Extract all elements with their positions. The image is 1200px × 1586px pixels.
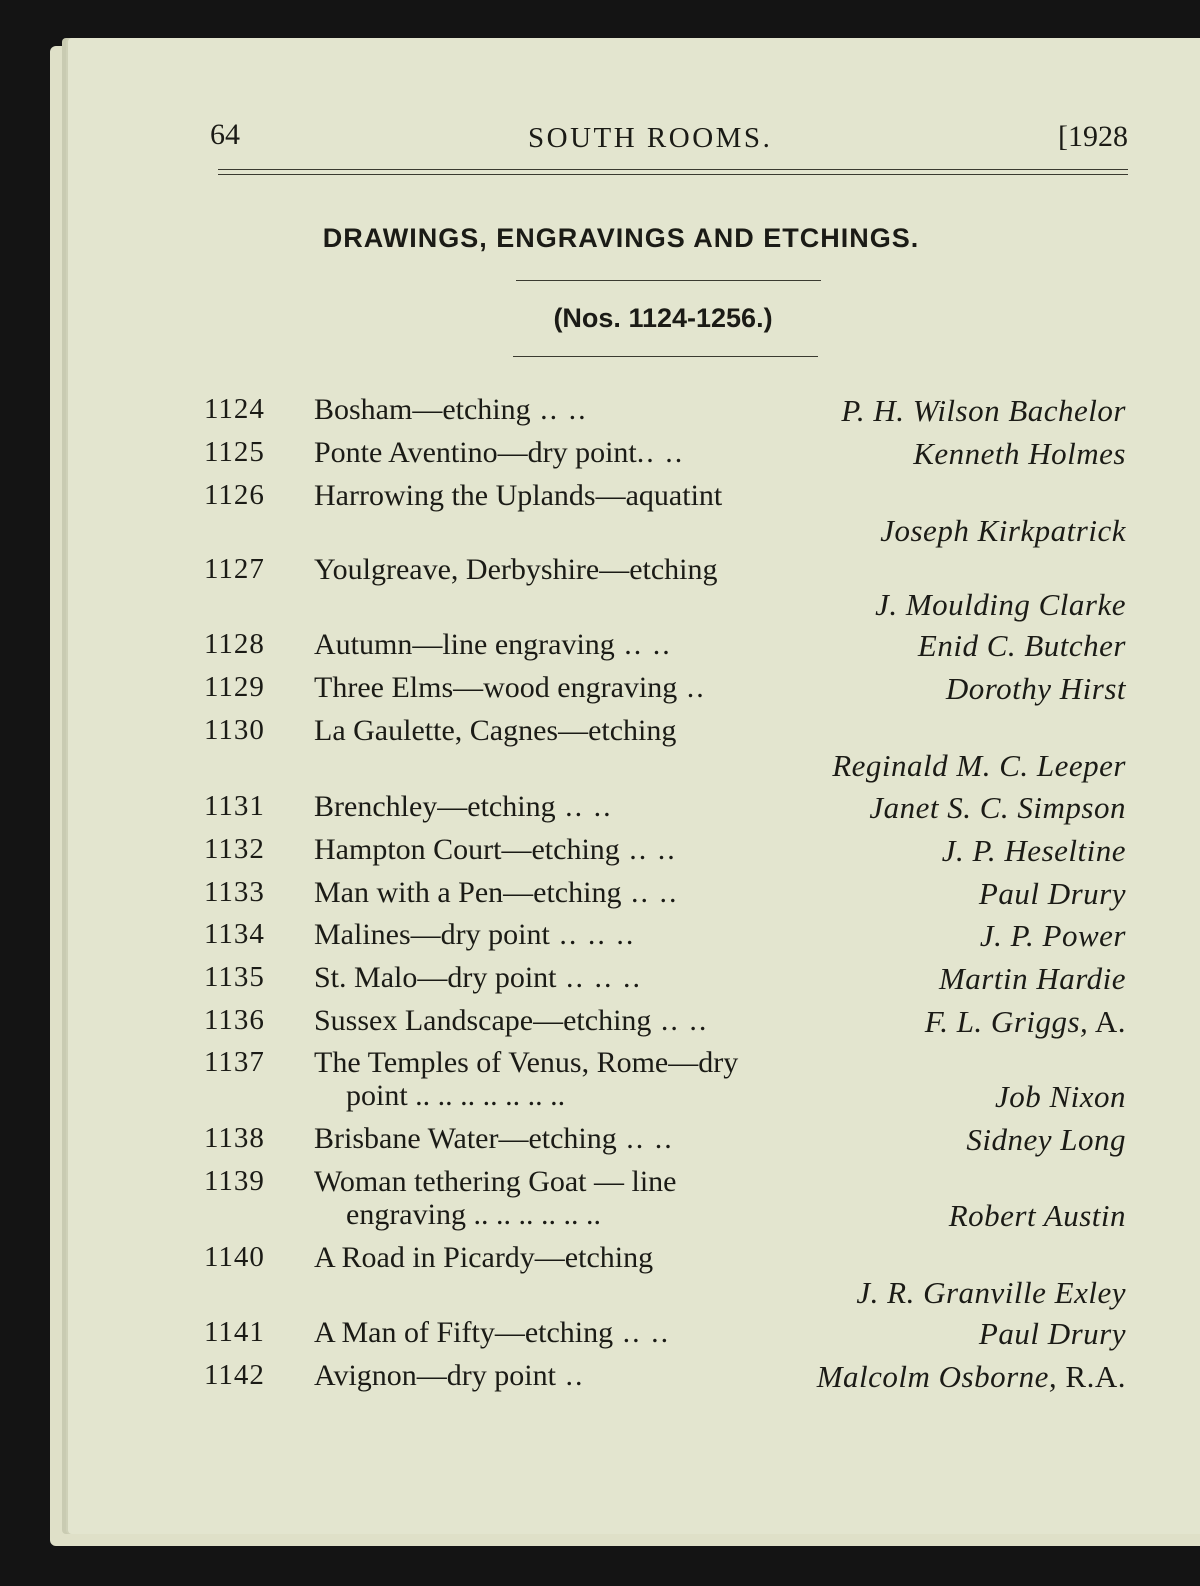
entry-title bbox=[314, 479, 722, 513]
entry-title-text: Woman tethering Goat — line bbox=[314, 1165, 677, 1198]
entry-title-text: Harrowing the Uplands—aquatint bbox=[314, 479, 723, 512]
artist-name: Robert Austin bbox=[948, 1198, 1126, 1233]
entry-number: 1135 bbox=[204, 961, 265, 993]
dot-leader: .. .. bbox=[555, 790, 613, 823]
entry-title-text: A Man of Fifty—etching bbox=[314, 1316, 614, 1349]
section-title: DRAWINGS, ENGRAVINGS AND ETCHINGS. bbox=[322, 223, 920, 253]
entry-title bbox=[314, 393, 588, 427]
entry-title-text: Hampton Court—etching bbox=[314, 833, 620, 866]
artist-name: Dorothy Hirst bbox=[945, 671, 1126, 706]
header-rule-top bbox=[218, 169, 1128, 170]
entry-artist bbox=[939, 961, 1126, 997]
entry-number: 1140 bbox=[204, 1241, 265, 1273]
entry-artist bbox=[980, 918, 1126, 954]
entry-number: 1137 bbox=[204, 1046, 265, 1078]
entry-artist bbox=[880, 513, 1126, 549]
entry-artist bbox=[979, 876, 1126, 912]
entry-title-text: Ponte Aventino—dry point bbox=[314, 436, 637, 469]
running-year: [1928 bbox=[1058, 120, 1128, 153]
artist-name: Janet S. C. Simpson bbox=[869, 790, 1126, 825]
entry-title bbox=[314, 553, 718, 587]
page-number: 64 bbox=[210, 118, 240, 151]
dot-leader: .. .. .. bbox=[556, 961, 643, 994]
entry-number: 1132 bbox=[204, 833, 265, 865]
entry-title bbox=[314, 918, 635, 952]
artist-name: F. L. Griggs, bbox=[924, 1004, 1089, 1039]
entry-title-text: Malines—dry point bbox=[314, 918, 550, 951]
entry-artist bbox=[949, 1198, 1126, 1234]
entry-artist bbox=[856, 1275, 1126, 1311]
entry-title-text: Three Elms—wood engraving bbox=[314, 671, 678, 704]
entry-title bbox=[314, 876, 678, 910]
entry-title-text: The Temples of Venus, Rome—dry bbox=[314, 1046, 739, 1079]
entry-number: 1131 bbox=[204, 790, 265, 822]
entry-title bbox=[314, 436, 684, 470]
entry-artist bbox=[979, 1316, 1126, 1352]
entry-title-text: A Road in Picardy—etching bbox=[314, 1241, 654, 1274]
entry-title bbox=[314, 1241, 653, 1275]
entry-number: 1124 bbox=[204, 393, 265, 425]
artist-name: J. P. Power bbox=[979, 918, 1126, 953]
entry-artist bbox=[995, 1079, 1126, 1115]
dot-leader: .. .. bbox=[619, 833, 677, 866]
entry-number: 1141 bbox=[204, 1316, 265, 1348]
entry-title-text: Avignon—dry point bbox=[314, 1359, 556, 1392]
artist-name: Kenneth Holmes bbox=[913, 436, 1126, 471]
dot-leader: .. .. bbox=[613, 1316, 671, 1349]
header-rule-bottom bbox=[218, 174, 1128, 175]
section-rule-lower bbox=[513, 356, 818, 357]
entry-artist bbox=[875, 587, 1126, 623]
entry-number: 1125 bbox=[204, 436, 265, 468]
entry-title-text: Brenchley—etching bbox=[314, 790, 556, 823]
entry-number: 1130 bbox=[204, 714, 265, 746]
entry-title bbox=[314, 1359, 584, 1393]
entry-artist bbox=[841, 393, 1126, 429]
entry-title-text: Youlgreave, Derbyshire—etching bbox=[314, 553, 718, 586]
entry-title bbox=[314, 1316, 670, 1350]
catalogue-page bbox=[68, 38, 1200, 1534]
entry-title-text: Sussex Landscape—etching bbox=[314, 1004, 652, 1037]
entry-number: 1133 bbox=[204, 876, 265, 908]
number-range: (Nos. 1124-1256.) bbox=[553, 303, 773, 333]
entry-title bbox=[314, 1046, 738, 1080]
entry-title-text: Brisbane Water—etching bbox=[314, 1122, 617, 1155]
entry-artist bbox=[869, 790, 1126, 826]
artist-name: Joseph Kirkpatrick bbox=[880, 513, 1126, 548]
entry-title bbox=[314, 714, 676, 748]
entry-artist bbox=[946, 671, 1126, 707]
entry-title bbox=[314, 1165, 677, 1199]
entry-number: 1127 bbox=[204, 553, 265, 585]
entry-number: 1126 bbox=[204, 479, 265, 511]
artist-name: Job Nixon bbox=[994, 1079, 1126, 1114]
running-title: SOUTH ROOMS. bbox=[528, 122, 773, 154]
dot-leader: .. bbox=[677, 671, 706, 704]
entry-artist bbox=[942, 833, 1126, 869]
entry-title-text: Man with a Pen—etching bbox=[314, 876, 622, 909]
artist-name: Enid C. Butcher bbox=[917, 628, 1126, 663]
entry-title-continuation: point .. .. .. .. .. .. .. bbox=[346, 1079, 566, 1112]
entry-number: 1138 bbox=[204, 1122, 265, 1154]
entry-number: 1142 bbox=[204, 1359, 265, 1391]
dot-leader: .. bbox=[555, 1359, 585, 1392]
entry-artist bbox=[918, 628, 1126, 664]
entry-title bbox=[314, 790, 613, 824]
entry-number: 1134 bbox=[204, 918, 265, 950]
entry-title bbox=[314, 833, 677, 867]
artist-name: Martin Hardie bbox=[938, 961, 1126, 996]
entry-title-text: Autumn—line engraving bbox=[314, 628, 615, 661]
artist-name: J. R. Granville Exley bbox=[856, 1275, 1126, 1310]
artist-honour: R.A. bbox=[1057, 1359, 1126, 1394]
dot-leader: .. .. bbox=[636, 436, 685, 469]
dot-leader: .. .. bbox=[530, 393, 588, 426]
entry-artist bbox=[966, 1122, 1126, 1158]
entry-title bbox=[314, 1122, 674, 1156]
entry-title bbox=[314, 628, 672, 662]
dot-leader: .. .. bbox=[621, 876, 679, 909]
dot-leader: .. .. bbox=[614, 628, 672, 661]
entry-title-text: La Gaulette, Cagnes—etching bbox=[314, 714, 677, 747]
entry-number: 1128 bbox=[204, 628, 265, 660]
artist-name: J. Moulding Clarke bbox=[875, 587, 1126, 622]
entry-title bbox=[314, 671, 706, 705]
dot-leader: .. .. .. bbox=[549, 918, 636, 951]
artist-honour: A. bbox=[1088, 1004, 1126, 1039]
entry-title-text: St. Malo—dry point bbox=[314, 961, 557, 994]
entry-artist bbox=[817, 1359, 1126, 1395]
entry-artist bbox=[925, 1004, 1126, 1040]
entry-title bbox=[314, 1004, 708, 1038]
artist-name: Paul Drury bbox=[978, 1316, 1126, 1351]
section-rule-upper bbox=[516, 280, 821, 281]
artist-name: Sidney Long bbox=[966, 1122, 1126, 1157]
entry-artist bbox=[832, 748, 1126, 784]
entry-title bbox=[314, 961, 642, 995]
artist-name: P. H. Wilson Bachelor bbox=[841, 393, 1126, 428]
entry-number: 1136 bbox=[204, 1004, 265, 1036]
entry-artist bbox=[913, 436, 1126, 472]
artist-name: Paul Drury bbox=[978, 876, 1126, 911]
entry-title-continuation: engraving .. .. .. .. .. .. bbox=[346, 1198, 601, 1231]
entry-title-text: Bosham—etching bbox=[314, 393, 531, 426]
artist-name: Malcolm Osborne, bbox=[816, 1359, 1058, 1394]
artist-name: J. P. Heseltine bbox=[941, 833, 1126, 868]
entry-number: 1139 bbox=[204, 1165, 265, 1197]
artist-name: Reginald M. C. Leeper bbox=[832, 748, 1126, 783]
entry-number: 1129 bbox=[204, 671, 265, 703]
dot-leader: .. .. bbox=[651, 1004, 709, 1037]
dot-leader: .. .. bbox=[616, 1122, 674, 1155]
